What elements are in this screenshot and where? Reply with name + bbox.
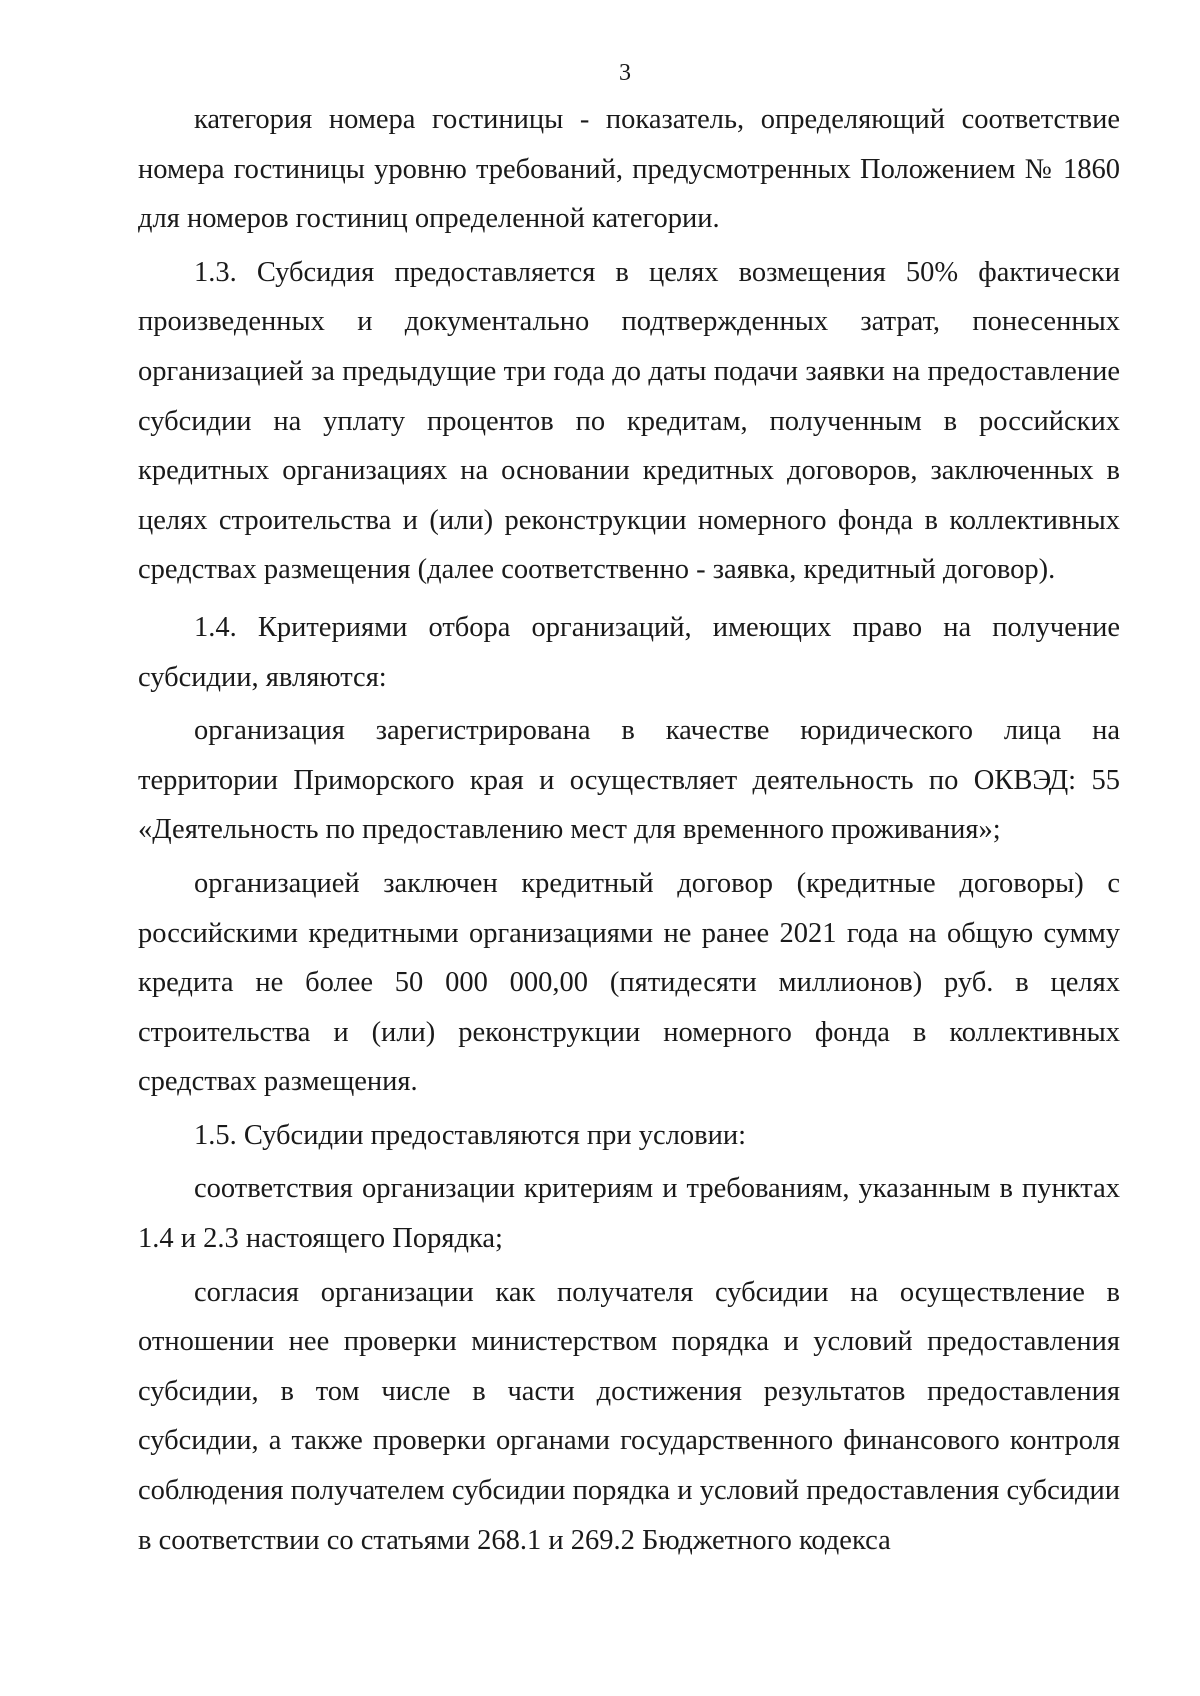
document-body bbox=[138, 95, 1120, 1565]
page-number: 3 bbox=[619, 60, 631, 86]
paragraph-condition-compliance: соответствия организации критериям и требованиям, указанным в пунктах 1.4 и 2.3 настоящего Порядка; bbox=[138, 1173, 1120, 1255]
paragraph-criterion-credit-agreement: организацией заключен кредитный договор (кредитные договоры) с российскими кредитными организациями не ранее 2021 года на общую сумму кредита не более 50 000 000,00 (пятидесяти миллионов) руб. в целях строительства и (или) реконструкции номерного фонда в коллективных средствах размещения. bbox=[138, 867, 1120, 1098]
paragraph-hotel-room-category: категория номера гостиницы - показатель, определяющий соответствие номера гостиницы уровню требований, предусмотренных Положением № 1860 для номеров гостиниц определенной категории. bbox=[138, 104, 1120, 235]
paragraph-1-5-conditions: 1.5. Субсидии предоставляются при условии: bbox=[194, 1119, 747, 1151]
paragraph-condition-consent-to-audit: согласия организации как получателя субсидии на осуществление в отношении нее проверки министерством порядка и условий предоставления субсидии, в том числе в части достижения результатов предоставления субсидии, а также проверки органами государственного финансового контроля соблюдения получателем субсидии порядка и условий предоставления субсидии в соответствии со статьями 268.1 и 269.2 Бюджетного кодекса bbox=[138, 1276, 1120, 1556]
paragraph-criterion-registration: организация зарегистрирована в качестве юридического лица на территории Приморского края и осуществляет деятельность по ОКВЭД: 55 «Деятельность по предоставлению мест для временного проживания»; bbox=[138, 715, 1120, 846]
paragraph-1-3-subsidy-purpose: 1.3. Субсидия предоставляется в целях возмещения 50% фактически произведенных и документально подтвержденных затрат, понесенных организацией за предыдущие три года до даты подачи заявки на предоставление субсидии на уплату процентов по кредитам, полученным в российских кредитных организациях на основании кредитных договоров, заключенных в целях строительства и (или) реконструкции номерного фонда в коллективных средствах размещения (далее соответственно - заявка, кредитный договор). bbox=[138, 256, 1120, 586]
paragraph-1-4-selection-criteria: 1.4. Критериями отбора организаций, имеющих право на получение субсидии, являются: bbox=[138, 611, 1120, 693]
